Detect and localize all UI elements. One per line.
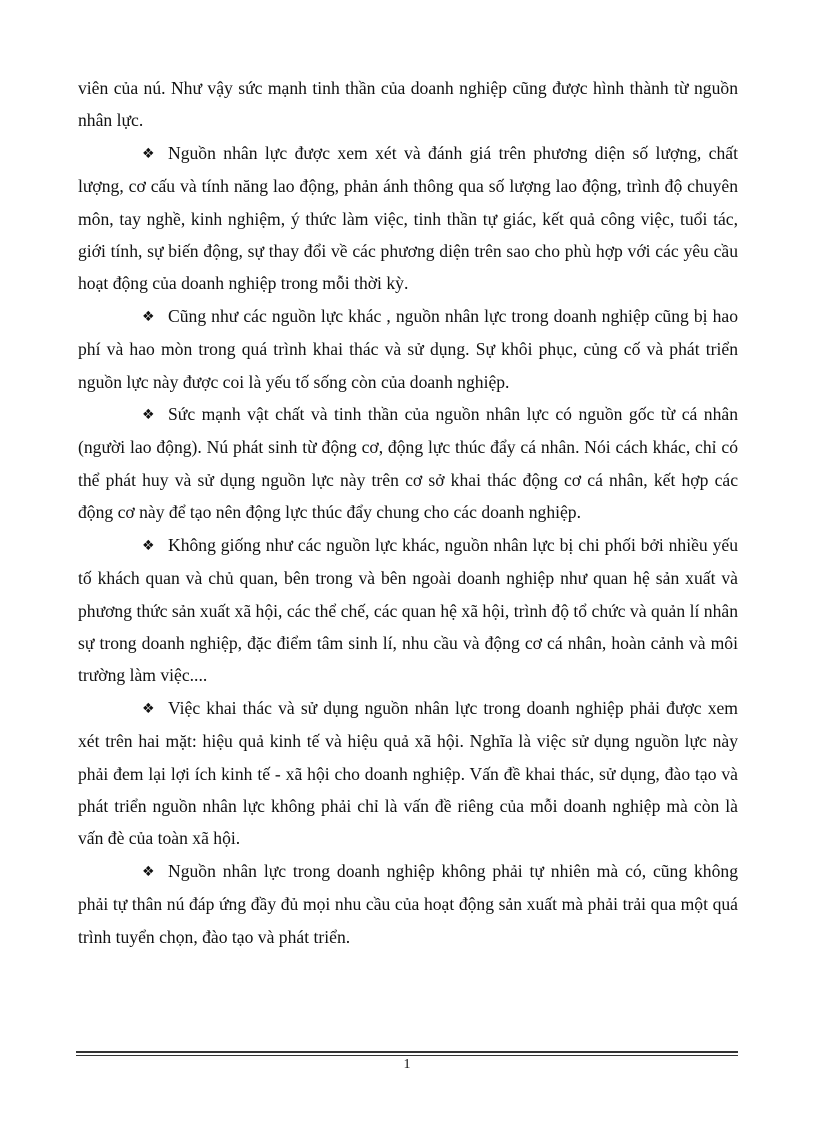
paragraph-text: viên của nú. Như vậy sức mạnh tinh thần của doanh nghiệp cũng được hình thành từ nguồn nhân lực.: [78, 78, 738, 131]
paragraph-text: Không giống như các nguồn lực khác, nguồn nhân lực bị chi phối bởi nhiều yếu tố khách quan và chủ quan, bên trong và bên ngoài doanh nghiệp như quan hệ sản xuất và phương thức sản xuất xã hội, các thể chế, các quan hệ xã hội, trình độ tổ chức và quản lí nhân sự trong doanh nghiệp, đặc điểm tâm sinh lí, nhu cầu và động cơ cá nhân, hoàn cảnh và môi trường làm việc....: [78, 534, 738, 686]
paragraph-3: [78, 300, 738, 398]
four-diamond-bullet-icon: ❖: [142, 700, 155, 717]
paragraph-5: [78, 529, 738, 692]
paragraph-1: [78, 72, 738, 137]
paragraph-text: Nguồn nhân lực được xem xét và đánh giá trên phương diện số lượng, chất lượng, cơ cấu và tính năng lao động, phản ánh thông qua số lượng lao động, trình độ chuyên môn, tay nghề, kinh nghiệm, ý thức làm việc, tinh thần tự giác, kết quả công việc, tuổi tác, giới tính, sự biến động, sự thay đổi về các phương diện trên sao cho phù hợp với các yêu cầu hoạt động của doanh nghiệp trong mỗi thời kỳ.: [78, 142, 738, 294]
document-body: [78, 72, 738, 953]
paragraph-text: Việc khai thác và sử dụng nguồn nhân lực trong doanh nghiệp phải được xem xét trên hai mặt: hiệu quả kinh tế và hiệu quả xã hội. Nghĩa là việc sử dụng nguồn lực này phải đem lại lợi ích kinh tế - xã hội cho doanh nghiệp. Vấn đề khai thác, sử dụng, đào tạo và phát triển nguồn nhân lực không phải chỉ là vấn đề riêng của mỗi doanh nghiệp mà còn là vấn đè của toàn xã hội.: [78, 697, 738, 849]
four-diamond-bullet-icon: ❖: [142, 863, 155, 880]
paragraph-4: [78, 398, 738, 529]
paragraph-2: [78, 137, 738, 300]
footer-rule-thin: [76, 1055, 738, 1056]
paragraph-7: [78, 855, 738, 953]
four-diamond-bullet-icon: ❖: [142, 537, 155, 554]
paragraph-6: [78, 692, 738, 855]
paragraph-text: Sức mạnh vật chất và tinh thần của nguồn nhân lực có nguồn gốc từ cá nhân (người lao động). Nú phát sinh từ động cơ, động lực thúc đẩy cá nhân. Nói cách khác, chỉ có thể phát huy và sử dụng nguồn lực này trên cơ sở khai thác động cơ cá nhân, kết hợp các động cơ này để tạo nên động lực thúc đẩy chung cho các doanh nghiệp.: [78, 404, 738, 523]
four-diamond-bullet-icon: ❖: [142, 308, 155, 325]
footer-rule-thick: [76, 1051, 738, 1053]
page-number: 1: [403, 1057, 411, 1072]
paragraph-text: Cũng như các nguồn lực khác , nguồn nhân lực trong doanh nghiệp cũng bị hao phí và hao mòn trong quá trình khai thác và sử dụng. Sự khôi phục, củng cố và phát triển nguồn lực này được coi là yếu tố sống còn của doanh nghiệp.: [78, 305, 738, 392]
paragraph-text: Nguồn nhân lực trong doanh nghiệp không phải tự nhiên mà có, cũng không phải tự thân nú đáp ứng đầy đủ mọi nhu cầu của hoạt động sản xuất mà phải trải qua một quá trình tuyển chọn, đào tạo và phát triển.: [78, 860, 738, 947]
four-diamond-bullet-icon: ❖: [142, 407, 155, 424]
four-diamond-bullet-icon: ❖: [142, 145, 155, 162]
